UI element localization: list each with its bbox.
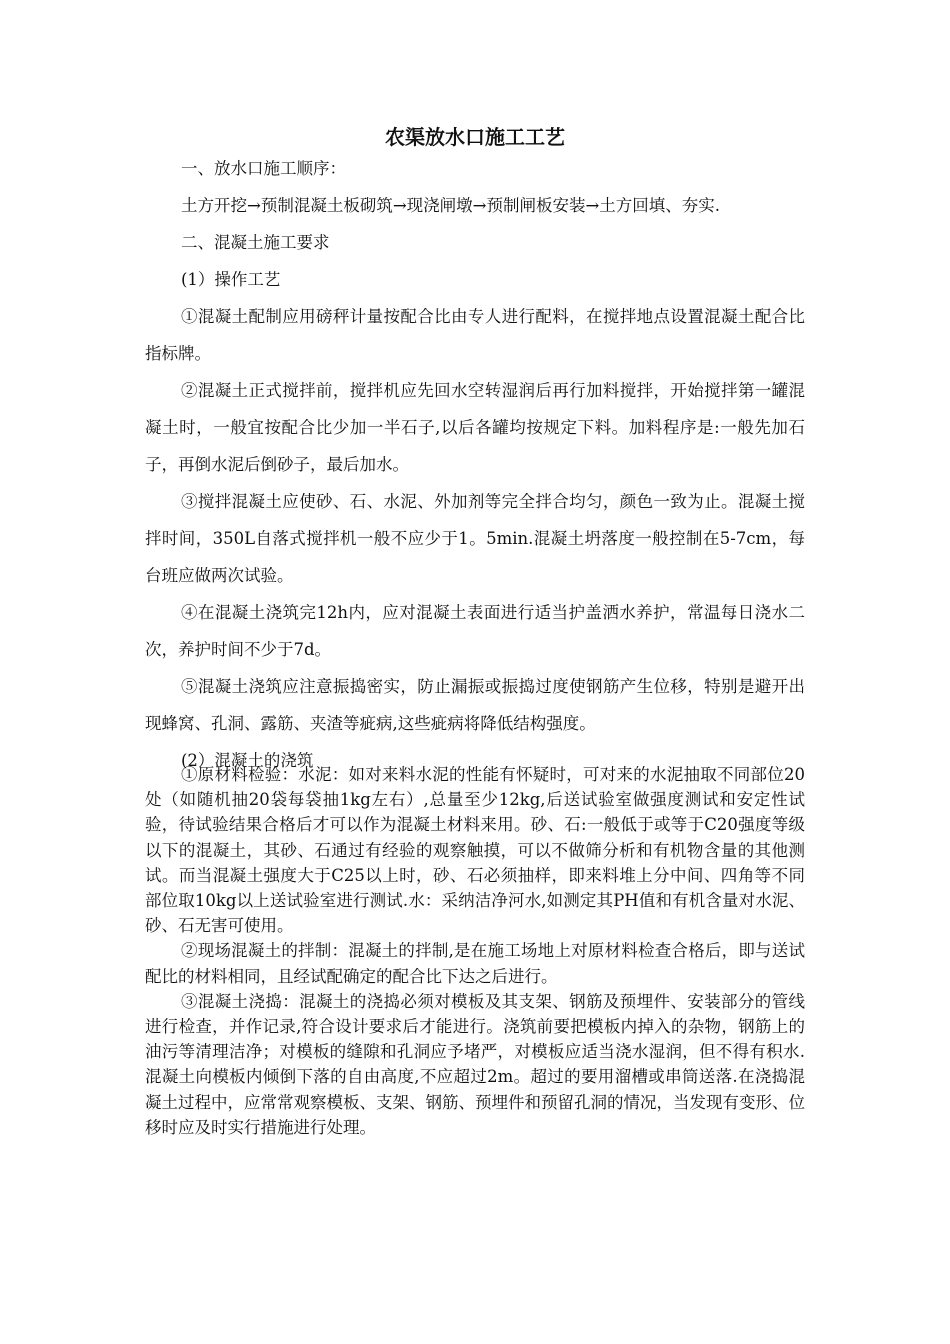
document-title: 农渠放水口施工工艺 (385, 125, 565, 149)
paragraph: ②混凝土正式搅拌前，搅拌机应先回水空转湿润后再行加料搅拌，开始搅拌第一罐混凝土时，一般宜按配合比少加一半石子,以后各罐均按规定下料。加料程序是:一般先加石子，再倒水泥后倒砂子，最后加水。 (145, 381, 805, 474)
section-two (145, 762, 805, 1140)
section-one (145, 150, 805, 779)
paragraph: ②现场混凝土的拌制：混凝土的拌制,是在施工场地上对原材料检查合格后，即与送试配比的材料相同，且经试配确定的配合比下达之后进行。 (145, 941, 805, 986)
paragraph: ③混凝土浇捣：混凝土的浇捣必须对模板及其支架、钢筋及预埋件、安装部分的管线进行检查，并作记录,符合设计要求后才能进行。浇筑前要把模板内掉入的杂物，钢筋上的油污等清理洁净；对模板的缝隙和孔洞应予堵严，对模板应适当浇水湿润，但不得有积水.混凝土向模板内倾倒下落的自由高度,不应超过2m。超过的要用溜槽或串筒送落.在浇捣混凝土过程中，应常常观察模板、支架、钢筋、预埋件和预留孔洞的情况，当发现有变形、位移时应及时实行措施进行处理。 (145, 991, 805, 1137)
paragraph: ⑤混凝土浇筑应注意振捣密实，防止漏振或振捣过度使钢筋产生位移，特别是避开出现蜂窝、孔洞、露筋、夹渣等疵病,这些疵病将降低结构强度。 (145, 677, 805, 733)
paragraph: 土方开挖→预制混凝土板砌筑→现浇闸墩→预制闸板安装→土方回填、夯实. (181, 196, 721, 215)
subsection-heading: (2）混凝土的浇筑 (181, 751, 314, 770)
paragraph: ④在混凝土浇筑完12h内，应对混凝土表面进行适当护盖洒水养护，常温每日浇水二次，养护时间不少于7d。 (145, 603, 805, 659)
section-heading: 二、混凝土施工要求 (181, 233, 330, 252)
section-heading: 一、放水口施工顺序： (181, 159, 346, 178)
subsection-heading: (1）操作工艺 (181, 270, 281, 289)
paragraph: ③搅拌混凝土应使砂、石、水泥、外加剂等完全拌合均匀，颜色一致为止。混凝土搅拌时间，350L自落式搅拌机一般不应少于1。5min.混凝土坍落度一般控制在5-7cm，每台班应做两次试验。 (145, 492, 805, 585)
paragraph: ①原材料检验：水泥：如对来料水泥的性能有怀疑时，可对来的水泥抽取不同部位20处（如随机抽20袋每袋抽1kg左右）,总量至少12kg,后送试验室做强度测试和安定性试验，待试验结果合格后才可以作为混凝土材料来用。砂、石:一般低于或等于C20强度等级以下的混凝土，其砂、石通过有经验的观察触摸，可以不做筛分析和有机物含量的其他测试。而当混凝土强度大于C25以上时，砂、石必须抽样，即来料堆上分中间、四角等不同部位取10kg以上送试验室进行测试.水：采纳洁净河水,如测定其PH值和有机含量对水泥、砂、石无害可使用。 (145, 765, 805, 936)
paragraph: ①混凝土配制应用磅秤计量按配合比由专人进行配料，在搅拌地点设置混凝土配合比指标牌。 (145, 307, 805, 363)
